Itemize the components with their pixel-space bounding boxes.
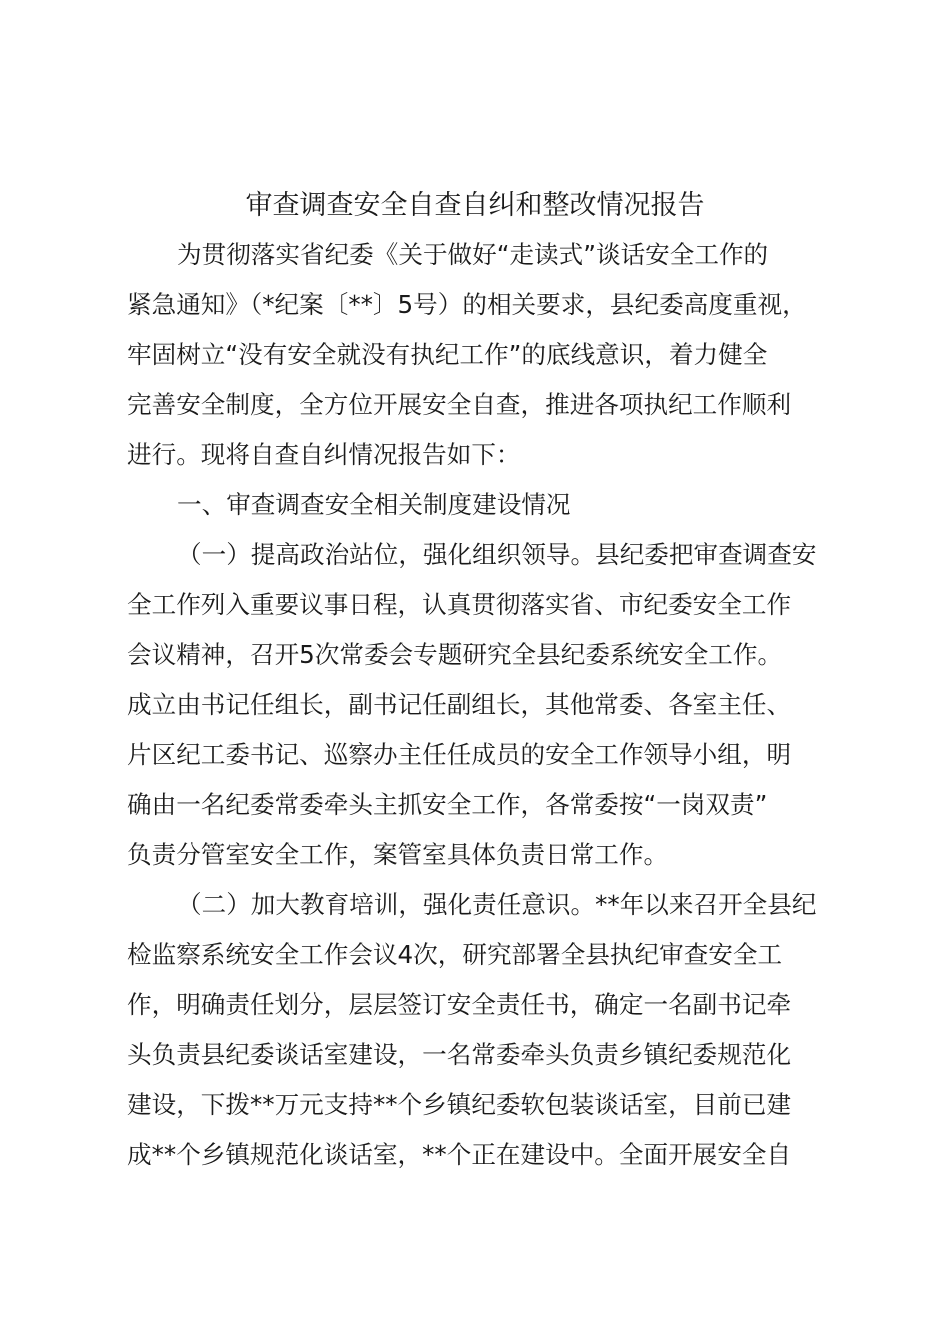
paragraph-line: 头负责县纪委谈话室建设，一名常委牵头负责乡镇纪委规范化	[127, 1040, 792, 1069]
section-heading: 一、审查调查安全相关制度建设情况	[177, 490, 571, 519]
paragraph-line: 负责分管室安全工作，案管室具体负责日常工作。	[127, 840, 669, 869]
paragraph-line: 完善安全制度，全方位开展安全自查，推进各项执纪工作顺利	[127, 390, 792, 419]
paragraph-line: 全工作列入重要议事日程，认真贯彻落实省、市纪委安全工作	[127, 590, 792, 619]
paragraph-line: 片区纪工委书记、巡察办主任任成员的安全工作领导小组，明	[127, 740, 792, 769]
paragraph-line: 进行。现将自查自纠情况报告如下：	[127, 440, 521, 469]
paragraph-line: 成立由书记任组长，副书记任副组长，其他常委、各室主任、	[127, 690, 792, 719]
document-title: 审查调查安全自查自纠和整改情况报告	[245, 190, 705, 221]
paragraph-line: （二）加大教育培训，强化责任意识。**年以来召开全县纪	[177, 890, 817, 919]
paragraph-line: 确由一名纪委常委牵头主抓安全工作，各常委按“一岗双责”	[127, 790, 768, 819]
paragraph-line: 牢固树立“没有安全就没有执纪工作”的底线意识，着力健全	[127, 340, 768, 369]
paragraph-line: 建设，下拨**万元支持**个乡镇纪委软包装谈话室，目前已建	[127, 1090, 792, 1119]
paragraph-line: 检监察系统安全工作会议4次，研究部署全县执纪审查安全工	[127, 940, 783, 969]
paragraph-line: 会议精神，召开5次常委会专题研究全县纪委系统安全工作。	[127, 640, 783, 669]
paragraph-line: 作，明确责任划分，层层签订安全责任书，确定一名副书记牵	[127, 990, 792, 1019]
paragraph-line: 为贯彻落实省纪委《关于做好“走读式”谈话安全工作的	[177, 240, 769, 269]
paragraph-line: （一）提高政治站位，强化组织领导。县纪委把审查调查安	[177, 540, 817, 569]
paragraph-line: 紧急通知》（*纪案〔**〕5号）的相关要求，县纪委高度重视，	[127, 290, 807, 319]
paragraph-line: 成**个乡镇规范化谈话室，**个正在建设中。全面开展安全自	[127, 1140, 792, 1169]
